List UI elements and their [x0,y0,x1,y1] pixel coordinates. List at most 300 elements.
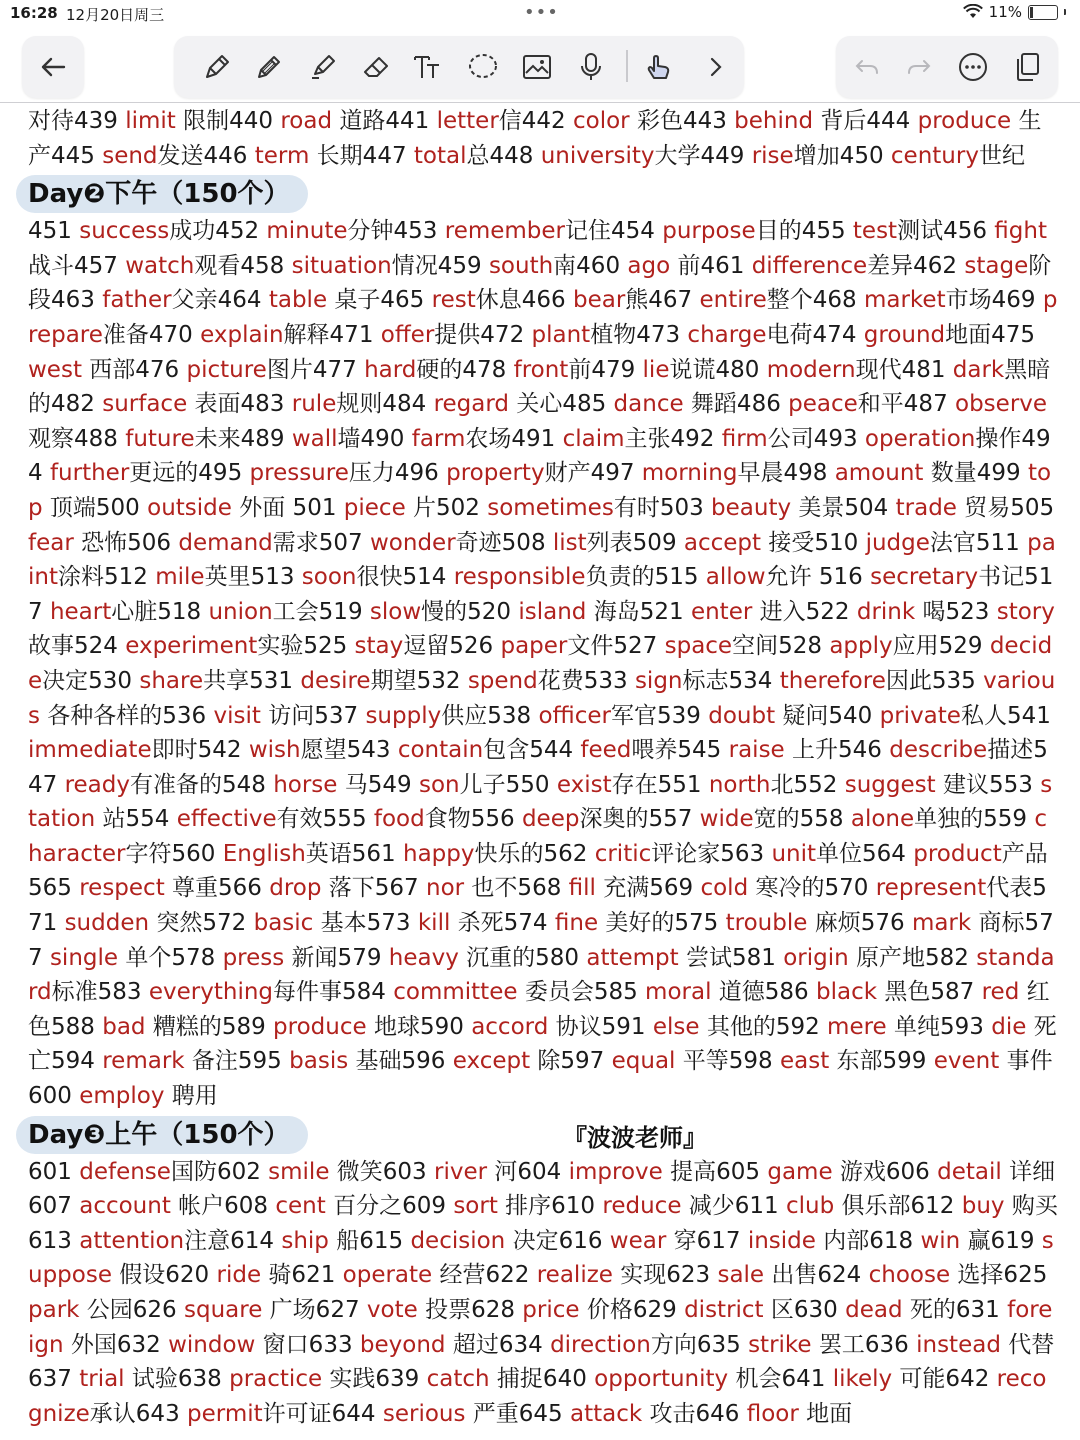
number-meaning: 攻击646 [642,1400,747,1427]
english-word: improve [568,1158,663,1185]
number-meaning: 背后444 [813,108,918,134]
number-meaning: 私人541 [960,702,1051,729]
number-meaning: 机会641 [728,1366,833,1393]
number-meaning: 舞蹈486 [683,391,789,418]
english-word: morning [641,460,738,487]
number-meaning: 试验638 [124,1366,230,1393]
number-meaning: 军官539 [611,702,709,729]
english-word: wonder [370,529,456,556]
english-word: surface [102,391,188,418]
english-word: limit [125,108,176,134]
english-word: share [139,667,204,694]
english-word: space [664,633,733,660]
number-meaning: 关心485 [509,391,614,418]
number-meaning: 公司493 [767,425,865,452]
english-word: practice [229,1366,323,1393]
number-meaning: 尊重566 [164,875,270,902]
chevron-right-icon[interactable] [696,48,736,86]
number-meaning: 单纯593 [886,1013,992,1040]
number-meaning: 规则484 [336,391,434,418]
english-word: origin [783,944,849,971]
english-word: ago [627,252,671,279]
number-meaning: 桌子465 [327,287,432,314]
battery-cap-icon [1064,9,1066,15]
number-meaning: 战斗457 [28,252,126,279]
english-word: prepare [28,287,1058,348]
number-meaning: 糟糕的589 [145,1013,274,1040]
number-meaning: 方向635 [650,1331,749,1358]
number-meaning: 早晨498 [737,460,835,487]
pages-icon[interactable] [1008,48,1046,86]
english-word: north [708,771,771,798]
number-meaning: 逗留526 [403,633,501,660]
number-meaning: 准备470 [102,321,201,348]
english-word: equal [611,1048,676,1075]
number-meaning: 恐怖506 [73,529,179,556]
number-meaning: 奇迹508 [455,529,553,556]
right-pill [836,36,1058,98]
number-meaning: 广场627 [262,1297,367,1323]
english-word: picture [186,356,267,383]
number-meaning: 更远的495 [129,460,250,487]
english-word: drop [269,875,322,902]
number-meaning: 可能642 [892,1366,997,1393]
english-word: mile [155,564,205,591]
english-word: university [540,142,655,169]
english-word: rest [431,287,476,314]
number-meaning: 百分之609 [325,1193,454,1220]
number-meaning: 道路441 [332,108,437,134]
number-meaning: 提高605 [662,1158,768,1185]
english-word: attempt [586,944,679,971]
number-meaning: 尝试581 [678,944,784,971]
number-meaning: 长期447 [309,142,414,169]
day2-pm-heading: Day❷下午（150个） [16,175,308,213]
number-meaning: 站554 [95,806,177,833]
number-meaning: 单个578 [118,944,223,971]
english-word: further [49,460,130,487]
english-word: produce [917,108,1012,134]
english-word: desire [300,667,371,694]
number-meaning: 疑问540 [775,702,880,729]
number-meaning: 喝523 [915,598,997,625]
english-word: unit [771,840,817,867]
english-word: happy [403,840,475,867]
english-word: critic [594,840,652,867]
english-word: food [373,806,425,833]
teacher-label: 『波波老师』 [563,1123,707,1152]
english-word: stage [964,252,1029,279]
english-word: paint [28,529,1056,591]
number-meaning: 每件事584 [273,979,394,1006]
number-meaning: 决定530 [42,667,140,694]
number-meaning: 海岛521 [586,598,691,625]
english-word: feed [580,737,632,764]
english-word: sudden [64,910,150,937]
highlighter-icon[interactable] [304,48,342,86]
number-meaning: 有效555 [276,806,374,833]
number-meaning: 麻烦576 [807,910,912,937]
english-word: officer [538,702,611,729]
english-word: amount [834,460,924,487]
number-meaning: 花费533 [537,667,635,694]
english-word: lie [642,356,670,383]
status-bar [0,0,1080,30]
english-word: story [996,598,1055,625]
status-time: 16:28 [10,4,58,22]
number-meaning: 发送446 [157,142,255,169]
english-word: horse [273,771,338,798]
number-meaning: 公园626 [79,1297,185,1323]
number-meaning: 游戏606 [832,1158,938,1185]
english-word: instead [916,1331,1001,1358]
english-word: deep [521,806,580,833]
number-meaning: 落下567 [321,875,427,902]
number-meaning: 备注595 [184,1048,290,1075]
number-meaning: 有准备的548 [129,771,274,798]
english-word: future [125,425,195,452]
number-meaning: 观看458 [194,252,292,279]
number-meaning: 突然572 [149,910,254,937]
number-meaning: 投票628 [417,1297,523,1323]
english-word: send [102,142,158,169]
number-meaning: 美景504 [791,494,896,521]
english-word: station [28,771,1053,833]
day2-pm-paragraph [28,214,1058,1113]
number-meaning: 英语561 [305,840,403,867]
english-word: observe [955,391,1048,418]
intro-paragraph [28,104,1058,173]
number-meaning: 包含544 [483,737,581,764]
number-meaning: 地面475 [945,321,1036,348]
english-word: fear [28,529,74,556]
english-word: explain [200,321,284,348]
english-word: outside [147,494,232,521]
english-word: accept [683,529,762,556]
english-word: account [79,1193,171,1220]
number-meaning: 美好的575 [598,910,726,937]
number-meaning: 很快514 [356,564,454,591]
number-meaning: 实践639 [322,1366,427,1393]
english-word: minute [266,218,348,245]
english-word: east [779,1048,830,1075]
number-meaning: 选择625 [950,1262,1048,1289]
english-word: basis [289,1048,349,1075]
number-meaning: 共享531 [203,667,301,694]
english-word: park [28,1297,80,1323]
number-meaning: 减少611 [681,1193,786,1220]
note-page[interactable] [28,104,1058,1431]
mic-icon[interactable] [572,48,610,86]
english-word: modern [766,356,856,383]
english-word: experiment [125,633,258,660]
number-meaning: 提供472 [434,321,532,348]
english-word: operation [864,425,976,452]
number-meaning: 排序610 [497,1193,603,1220]
number-meaning: 严重645 [465,1400,571,1427]
english-word: attention [79,1227,185,1254]
english-word: paper [500,633,568,660]
number-meaning: 负责的515 [585,564,706,591]
english-word: trade [895,494,957,521]
english-word: sign [634,667,683,694]
number-meaning: 说谎480 [669,356,767,383]
number-meaning: 也不568 [464,875,569,902]
number-meaning: 即时542 [151,737,249,764]
number-meaning: 委员会585 [517,979,646,1006]
english-word: foreign [28,1297,1053,1358]
number-meaning: 红色588 [28,979,1050,1040]
number-meaning: 产品565 [28,840,1048,902]
number-meaning: 前461 [670,252,752,279]
english-word: mark [911,910,972,937]
english-word: remark [102,1048,185,1075]
number-meaning: 彩色443 [629,108,735,134]
number-meaning: 南460 [553,252,628,279]
english-word: son [418,771,460,798]
english-word: committee [393,979,518,1006]
number-meaning: 实现623 [612,1262,718,1289]
english-word: river [434,1158,488,1185]
number-meaning: 因此535 [885,667,984,694]
english-word: recognize [28,1366,1047,1427]
number-meaning: 解释471 [283,321,381,348]
pen-icon[interactable] [198,48,236,86]
number-meaning: 代表571 [28,875,1047,937]
number-meaning: 东部599 [829,1048,934,1075]
number-meaning: 休息466 [475,287,573,314]
english-word: raise [728,737,785,764]
english-word: property [446,460,545,487]
number-meaning: 生产445 [28,108,1042,169]
number-meaning: 快乐的562 [474,840,595,867]
number-meaning: 总448 [466,142,541,169]
number-meaning: 评论家563 [651,840,772,867]
number-meaning: 世纪 [978,142,1025,169]
english-word: reduce [602,1193,682,1220]
english-word: stay [354,633,404,660]
number-meaning: 心脏518 [111,598,209,625]
number-meaning: 基础596 [348,1048,453,1075]
english-word: exist [556,771,612,798]
number-meaning: 压力496 [348,460,447,487]
english-word: color [573,108,630,134]
english-word: secretary [870,564,979,591]
english-word: red [981,979,1020,1006]
number-meaning: 平等598 [675,1048,780,1075]
number-meaning: 空间528 [732,633,830,660]
number-meaning: 成功452 [169,218,267,245]
english-word: die [991,1013,1027,1040]
number-meaning: 农场491 [465,425,563,452]
number-meaning: 上升546 [784,737,890,764]
image-icon[interactable] [518,48,556,86]
english-word: wide [699,806,754,833]
english-word: everything [148,979,274,1006]
number-meaning: 现代481 [855,356,953,383]
number-meaning: 超过634 [445,1331,551,1358]
number-meaning: 需求507 [272,529,370,556]
multitask-dots-icon[interactable]: ••• [524,2,559,23]
english-word: opportunity [594,1366,729,1393]
english-word: dance [613,391,684,418]
english-word: effective [176,806,277,833]
number-meaning: 列表509 [586,529,684,556]
english-word: fine [554,910,599,937]
touch-icon[interactable] [640,48,678,86]
english-word: rise [751,142,794,169]
number-meaning: 价格629 [579,1297,685,1323]
english-word: floor [746,1400,799,1427]
english-word: demand [178,529,273,556]
english-word: sale [717,1262,765,1289]
battery-icon [1028,5,1058,20]
number-meaning: 供应538 [441,702,539,729]
number-meaning: 马549 [337,771,419,798]
english-word: district [684,1297,764,1323]
english-word: price [522,1297,580,1323]
english-word: alone [850,806,915,833]
number-meaning: 北552 [770,771,845,798]
english-word: century [890,142,979,169]
number-meaning: 新闻579 [284,944,389,971]
english-word: win [920,1227,961,1254]
english-word: difference [751,252,868,279]
number-meaning: 原产地582 [848,944,977,971]
number-meaning: 主张492 [624,425,722,452]
pencil-icon[interactable] [250,48,288,86]
wifi-icon [963,4,983,20]
number-meaning: 进入522 [752,598,857,625]
english-word: basic [253,910,314,937]
redo-icon[interactable] [900,48,938,86]
english-word: test [852,218,898,245]
english-word: charge [687,321,767,348]
english-word: ready [64,771,130,798]
english-word: heart [49,598,112,625]
english-word: island [518,598,587,625]
number-meaning: 微笑603 [329,1158,435,1185]
english-word: list [552,529,587,556]
english-word: black [816,979,878,1006]
english-word: likely [832,1366,893,1393]
eraser-icon[interactable] [358,48,396,86]
number-meaning: 大学449 [654,142,752,169]
number-meaning: 允许 516 [765,564,871,591]
back-arrow-icon[interactable] [34,48,72,86]
english-word: event [933,1048,1000,1075]
english-word: standard [28,944,1055,1006]
english-word: ride [216,1262,262,1289]
number-meaning: 食物556 [424,806,522,833]
english-word: character [28,806,1048,867]
english-word: top [28,460,1052,521]
english-word: press [222,944,285,971]
number-meaning: 许可证644 [262,1400,383,1427]
english-word: heavy [388,944,459,971]
number-meaning: 标准583 [51,979,149,1006]
english-word: judge [865,529,930,556]
number-meaning: 访问537 [260,702,366,729]
english-word: purpose [662,218,756,245]
number-meaning: 沉重的580 [458,944,587,971]
english-word: direction [550,1331,651,1358]
number-meaning: 墙490 [337,425,412,452]
english-word: describe [889,737,988,764]
text-icon[interactable] [410,48,448,86]
number-meaning: 慢的520 [421,598,519,625]
undo-icon[interactable] [848,48,886,86]
english-word: south [488,252,554,279]
english-word: cent [275,1193,326,1220]
english-word: piece [343,494,406,521]
number-meaning: 熊467 [625,287,700,314]
number-meaning: 购买613 [28,1193,1058,1254]
english-word: father [102,287,172,314]
english-word: accord [471,1013,549,1040]
number-meaning: 电荷474 [766,321,864,348]
number-meaning: 其他的592 [699,1013,828,1040]
lasso-icon[interactable] [464,48,502,86]
english-word: inside [747,1227,816,1254]
number-meaning: 罢工636 [811,1331,917,1358]
number-meaning: 存在551 [611,771,709,798]
number-meaning: 数量499 [923,460,1028,487]
number-meaning: 应用529 [892,633,990,660]
number-meaning: 对待439 [28,108,126,134]
number-meaning: 基本573 [313,910,418,937]
number-meaning: 愿望543 [300,737,398,764]
number-meaning: 承认643 [89,1400,188,1427]
number-meaning: 注意614 [184,1227,282,1254]
english-word: wear [609,1227,667,1254]
english-word: strike [748,1331,812,1358]
english-word: wish [248,737,301,764]
english-word: respect [79,875,165,902]
number-meaning: 整个468 [766,287,864,314]
number-meaning: 描述547 [28,737,1048,798]
more-icon[interactable] [954,48,992,86]
number-meaning: 出售624 [764,1262,869,1289]
english-word: product [913,840,1002,867]
english-word: sometimes [487,494,614,521]
number-meaning: 死亡594 [28,1013,1057,1075]
number-meaning: 图片477 [266,356,365,383]
english-word: claim [562,425,625,452]
english-word: trial [79,1366,125,1393]
number-meaning: 市场469 [945,287,1043,314]
english-word: contain [397,737,484,764]
status-date: 12月20日周三 [66,6,165,24]
english-word: suggest [844,771,936,798]
toolbar-divider [0,102,1080,103]
number-meaning: 河604 [487,1158,569,1185]
number-meaning: 文件527 [567,633,665,660]
english-word: nor [426,875,465,902]
english-word: situation [291,252,392,279]
number-meaning: 聘用 [164,1083,218,1110]
english-word: serious [382,1400,466,1427]
number-meaning: 商标577 [28,910,1054,971]
number-meaning: 经营622 [432,1262,537,1289]
english-word: produce [273,1013,367,1040]
number-meaning: 假设620 [111,1262,217,1289]
english-word: catch [426,1366,490,1393]
number-meaning: 接受510 [761,529,866,556]
number-meaning: 工会519 [272,598,370,625]
number-meaning: 涂料512 [58,564,156,591]
english-word: success [79,218,170,245]
